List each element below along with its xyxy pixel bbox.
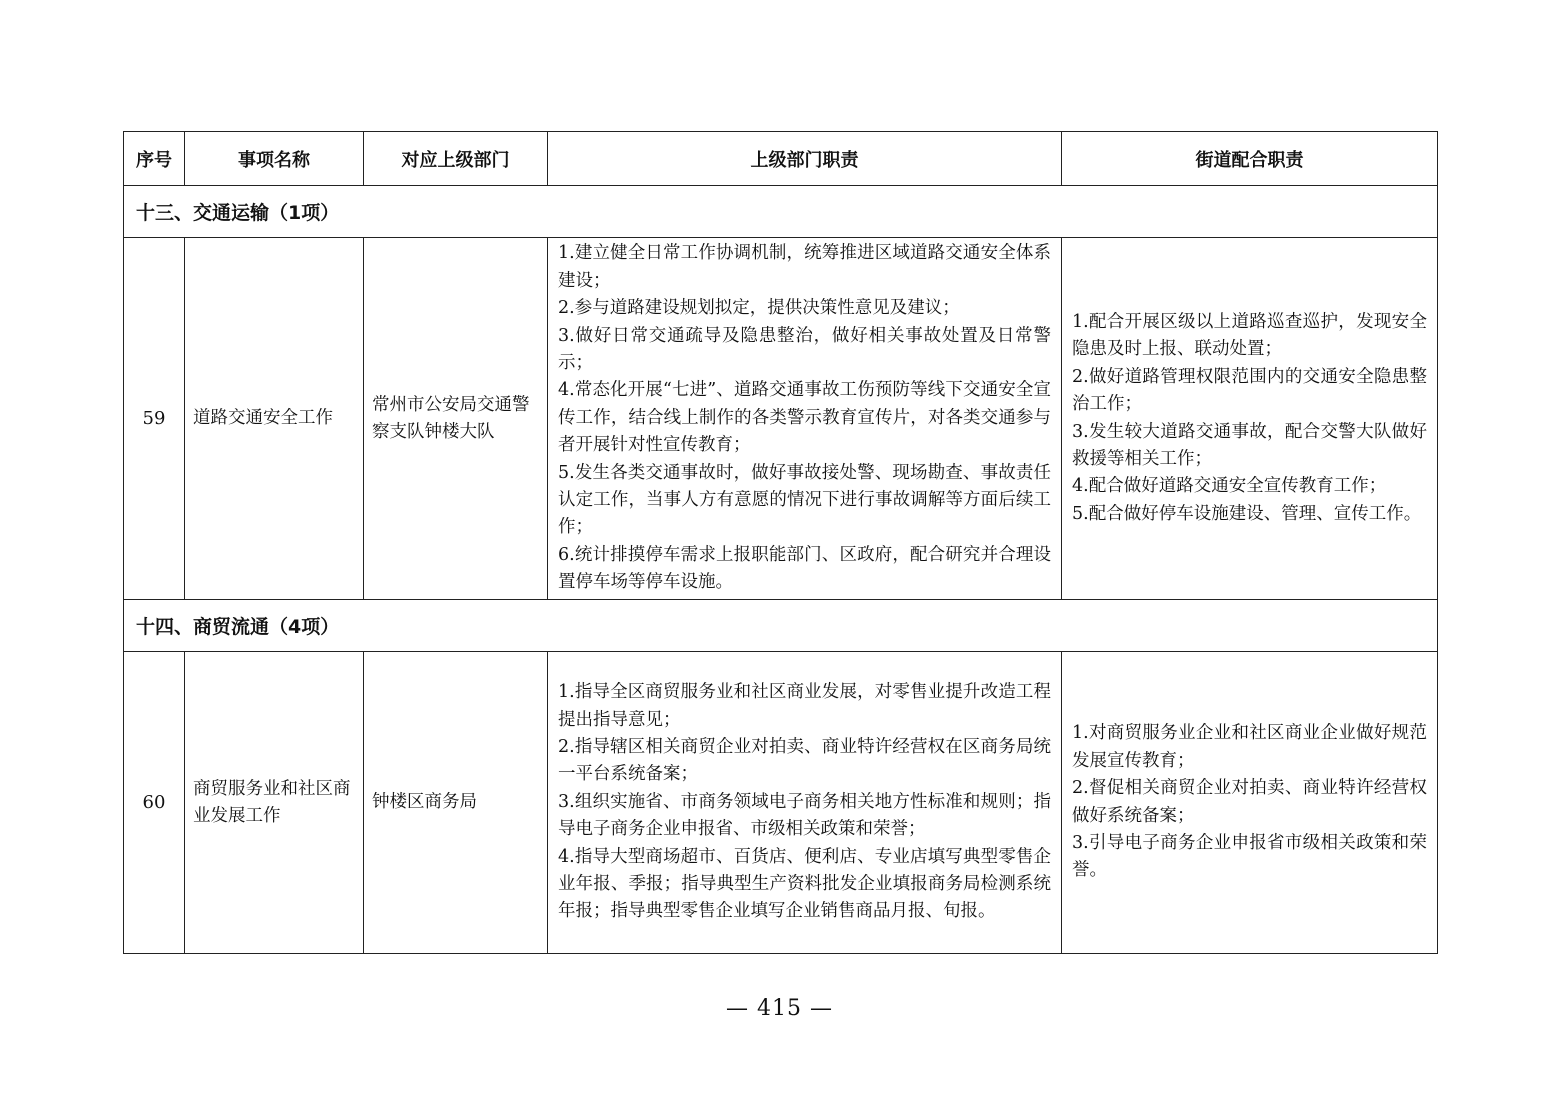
table-header-row	[124, 132, 1438, 186]
duty-line: 4.指导大型商场超市、百货店、便利店、专业店填写典型零售企业年报、季报；指导典型生产资料批发企业填报商务局检测系统年报；指导典型零售企业填写企业销售商品月报、旬报。	[558, 846, 1051, 922]
duty-line: 2.指导辖区相关商贸企业对拍卖、商业特许经营权在区商务局统一平台系统备案；	[558, 736, 1051, 785]
coop-line: 1.配合开展区级以上道路巡查巡护，发现安全隐患及时上报、联动处置；	[1072, 311, 1427, 360]
header-dept: 对应上级部门	[364, 132, 548, 186]
coop-line: 1.对商贸服务业企业和社区商业企业做好规范发展宣传教育；	[1072, 723, 1427, 771]
item-dept: 常州市公安局交通警察支队钟楼大队	[364, 238, 548, 600]
header-duties: 上级部门职责	[548, 132, 1062, 186]
header-coop: 街道配合职责	[1062, 132, 1438, 186]
section-row	[124, 186, 1438, 238]
coop-line: 4.配合做好道路交通安全宣传教育工作；	[1072, 476, 1387, 497]
duty-line: 4.常态化开展“七进”、道路交通事故工伤预防等线下交通安全宣传工作，结合线上制作的各类警示教育宣传片，对各类交通参与者开展针对性宣传教育；	[558, 380, 1051, 456]
header-num: 序号	[124, 132, 185, 186]
item-duties	[548, 238, 1062, 600]
table-row	[124, 652, 1438, 954]
table-row	[124, 238, 1438, 600]
duty-line: 2.参与道路建设规划拟定，提供决策性意见及建议；	[558, 298, 960, 319]
duty-line: 5.发生各类交通事故时，做好事故接处警、现场勘查、事故责任认定工作，当事人方有意愿的情况下进行事故调解等方面后续工作；	[558, 462, 1051, 538]
coop-line: 2.督促相关商贸企业对拍卖、商业特许经营权做好系统备案；	[1072, 778, 1427, 826]
page-number: — 415 —	[726, 996, 833, 1021]
duty-line: 3.组织实施省、市商务领域电子商务相关地方性标准和规则；指导电子商务企业申报省、市级相关政策和荣誉；	[558, 791, 1051, 840]
item-coop	[1062, 652, 1438, 954]
item-number: 59	[124, 238, 185, 600]
duty-line: 1.指导全区商贸服务业和社区商业发展，对零售业提升改造工程提出指导意见；	[558, 682, 1051, 730]
coop-line: 3.引导电子商务企业申报省市级相关政策和荣誉。	[1072, 832, 1427, 881]
item-dept: 钟楼区商务局	[364, 652, 548, 954]
header-name: 事项名称	[185, 132, 364, 186]
responsibility-table	[123, 131, 1438, 954]
item-name: 商贸服务业和社区商业发展工作	[185, 652, 364, 954]
duty-line: 1.建立健全日常工作协调机制，统筹推进区域道路交通安全体系建设；	[558, 243, 1051, 291]
duty-line: 3.做好日常交通疏导及隐患整治，做好相关事故处置及日常警示；	[558, 325, 1051, 373]
item-name: 道路交通安全工作	[185, 238, 364, 600]
item-coop	[1062, 238, 1438, 600]
duty-line: 6.统计排摸停车需求上报职能部门、区政府，配合研究并合理设置停车场等停车设施。	[558, 544, 1051, 593]
section-row	[124, 600, 1438, 652]
section-title: 十四、商贸流通（4项）	[124, 600, 1438, 652]
section-title: 十三、交通运输（1项）	[124, 186, 1438, 238]
coop-line: 2.做好道路管理权限范围内的交通安全隐患整治工作；	[1072, 366, 1427, 415]
item-number: 60	[124, 652, 185, 954]
item-duties	[548, 652, 1062, 954]
coop-line: 3.发生较大道路交通事故，配合交警大队做好救援等相关工作；	[1072, 421, 1427, 469]
coop-line: 5.配合做好停车设施建设、管理、宣传工作。	[1072, 503, 1422, 524]
